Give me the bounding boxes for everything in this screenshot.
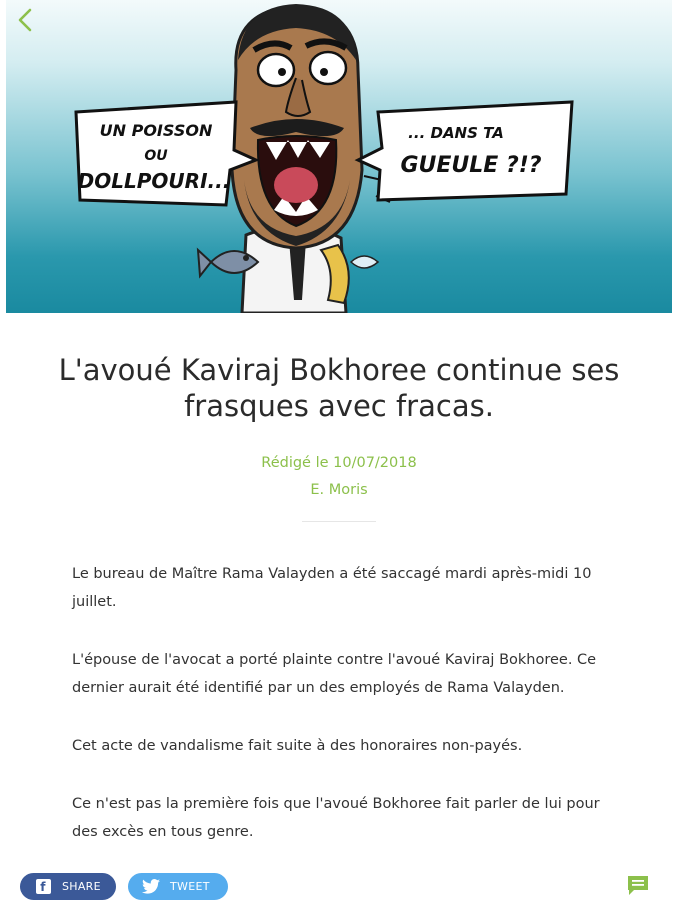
tweet-button[interactable] [128, 873, 228, 900]
chevron-left-icon [10, 4, 42, 36]
comment-icon [626, 874, 650, 896]
article-paragraph: Le bureau de Maître Rama Valayden a été saccagé mardi après-midi 10 juillet. [72, 566, 592, 610]
facebook-share-button[interactable] [20, 873, 116, 900]
article-author: E. Moris [310, 482, 368, 498]
bubble-right-line-2: GUEULE ?!? [400, 153, 542, 178]
article-title: L'avoué Kaviraj Bokhoree continue ses frasques avec fracas. [58, 353, 620, 423]
facebook-icon: f [34, 878, 52, 896]
bubble-left-line-2: OU [144, 148, 168, 164]
article-paragraph: Cet acte de vandalisme fait suite à des honoraires non-payés. [72, 738, 523, 754]
twitter-bird-icon [142, 878, 160, 896]
tweet-label: TWEET [170, 880, 210, 893]
hero-illustration [6, 0, 672, 313]
article-paragraph: Ce n'est pas la première fois que l'avoué Bokhoree fait parler de lui pour des excès en tous genre. [72, 796, 600, 840]
comment-button[interactable] [626, 874, 650, 896]
back-button[interactable] [10, 4, 42, 36]
article-body [72, 560, 617, 876]
share-label: SHARE [62, 880, 101, 893]
divider [302, 521, 376, 522]
article-page [6, 0, 672, 900]
bottom-share-bar [0, 860, 675, 900]
caricature-illustration [6, 0, 672, 313]
article-paragraph: L'épouse de l'avocat a porté plainte contre l'avoué Kaviraj Bokhoree. Ce dernier aurait été identifié par un des employés de Rama Valayden. [72, 652, 597, 696]
bubble-right-line-1: ... DANS TA [408, 124, 504, 142]
bubble-left-line-3: DOLLPOURI... [77, 169, 231, 193]
article-date: Rédigé le 10/07/2018 [261, 455, 417, 471]
bubble-left-line-1: UN POISSON [99, 121, 213, 140]
